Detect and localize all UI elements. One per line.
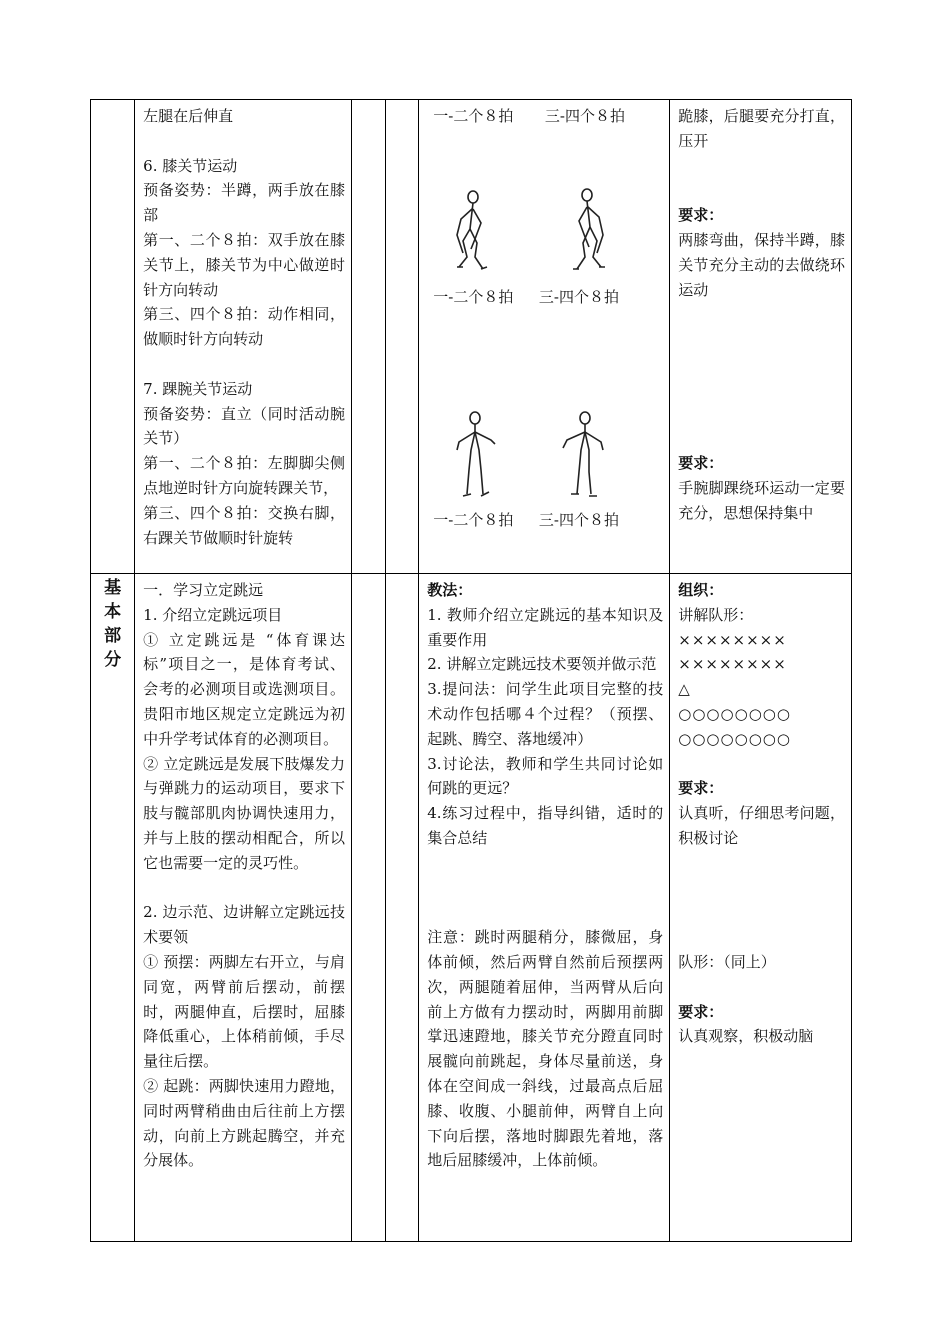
knee-rotation-right-figure xyxy=(555,187,615,283)
requirement-label: 要求： xyxy=(678,206,724,225)
subsection-title: 1. 介绍立定跳远项目 xyxy=(143,605,283,624)
ankle-rotation-right-figure xyxy=(555,410,615,506)
subsection-title: 2. 边示范、边讲解立定跳远技术要领 xyxy=(143,903,346,947)
method-item: 2. 讲解立定跳远技术要领并做示范 xyxy=(427,655,657,674)
method-item: 3.提问法：问学生此项目完整的技术动作包括哪４个过程？（预摆、起跳、腾空、落地缓冲） xyxy=(427,680,664,748)
beat-caption: 一-二个８拍 xyxy=(433,287,514,306)
formation-row: ×××××××× xyxy=(678,655,787,674)
ankle-step-2: 第三、四个８拍：交换右脚，右踝关节做顺时针旋转 xyxy=(143,503,346,547)
content-cell xyxy=(135,100,352,574)
method-cell xyxy=(419,100,670,574)
beat-caption: 一-二个８拍 xyxy=(433,510,514,529)
beat-caption: 三-四个８拍 xyxy=(538,287,619,306)
teacher-position: △ xyxy=(678,680,690,699)
org-note: 跪膝，后腿要充分打直，压开 xyxy=(678,107,845,150)
requirement-text: 手腕脚踝绕环运动一定要充分，思想保持集中 xyxy=(678,478,845,522)
content-paragraph: ① 立定跳远是 “体育课达标”项目之一，是体育考试、会考的必测项目或选测项目。贵阳市地区规定立定跳远为初中升学考试体育的必测项目。 xyxy=(143,630,346,748)
beat-caption-row xyxy=(433,285,663,310)
formation-note: 队形：（同上） xyxy=(678,952,776,971)
time-cell xyxy=(352,574,386,1242)
ankle-step-1: 第一、二个８拍：左脚脚尖侧点地逆时针方向旋转踝关节， xyxy=(143,454,346,497)
formation-row: ○○○○○○○○ xyxy=(678,729,791,748)
content-paragraph: ② 起跳：两脚快速用力蹬地，同时两臂稍曲由后往前上方摆动，向前上方跳起腾空，并充分展体。 xyxy=(143,1076,346,1170)
count-cell xyxy=(386,574,419,1242)
knee-figures xyxy=(433,187,663,283)
requirement-label: 要求： xyxy=(678,1002,724,1021)
section-cell xyxy=(91,100,135,574)
requirement-label: 要求： xyxy=(678,454,724,473)
method-note: 注意：跳时两腿稍分，膝微屈，身体前倾，然后两臂自然前后预摆两次，两腿随着屈伸，当两臂从后向前上方做有力摆动时，两脚用前脚掌迅速蹬地，膝关节充分蹬直同时展髋向前跳起，身体尽量前送，身体在空间成一斜线，过最高点后屈膝、收腹、小腿前伸，两臂自上向下向后摆，落地时脚跟先着地，落地后屈膝缓冲，上体前倾。 xyxy=(427,928,664,1170)
method-item: 3.讨论法，教师和学生共同讨论如何跳的更远？ xyxy=(427,754,664,798)
count-cell xyxy=(386,100,419,574)
method-cell xyxy=(419,574,670,1242)
ankle-ready-pose: 预备姿势：直立（同时活动腕关节） xyxy=(143,404,346,448)
method-item: 1. 教师介绍立定跳远的基本知识及重要作用 xyxy=(427,605,664,649)
ankle-rotation-left-figure xyxy=(445,410,505,506)
formation-row: ×××××××× xyxy=(678,630,787,649)
lesson-plan-table xyxy=(90,99,852,1242)
table-row xyxy=(91,574,852,1242)
ankle-exercise-title: 7. 踝腕关节运动 xyxy=(143,379,253,398)
knee-step-2: 第三、四个８拍：动作相同，做顺时针方向转动 xyxy=(143,305,346,349)
formation-label: 讲解队形： xyxy=(678,605,754,624)
organization-cell xyxy=(670,100,852,574)
lesson-title: 一．学习立定跳远 xyxy=(143,581,264,599)
table-row xyxy=(91,100,852,574)
beat-caption: 三-四个８拍 xyxy=(544,107,625,125)
method-label: 教法： xyxy=(427,581,473,599)
knee-exercise-title: 6. 膝关节运动 xyxy=(143,156,238,175)
beat-caption-row xyxy=(433,508,663,533)
ankle-figures xyxy=(433,410,663,506)
beat-caption-row xyxy=(433,104,663,129)
beat-caption: 一-二个８拍 xyxy=(433,107,514,125)
formation-row: ○○○○○○○○ xyxy=(678,704,791,723)
content-paragraph: ① 预摆：两脚左右开立，与肩同宽，两臂前后摆动，前摆时，两腿伸直，后摆时，屈膝降低重心，上体稍前倾，手尽量往后摆。 xyxy=(143,952,346,1071)
requirement-label: 要求： xyxy=(678,779,724,798)
method-item: 4.练习过程中，指导纠错，适时的集合总结 xyxy=(427,804,664,847)
knee-rotation-left-figure xyxy=(445,187,505,283)
section-cell xyxy=(91,574,135,1242)
requirement-text: 两膝弯曲，保持半蹲，膝关节充分主动的去做绕环运动 xyxy=(678,230,845,299)
time-cell xyxy=(352,100,386,574)
section-title: 基 本 部 分 xyxy=(104,578,122,670)
organization-label: 组织： xyxy=(678,581,724,599)
organization-cell xyxy=(670,574,852,1242)
content-line: 左腿在后伸直 xyxy=(143,107,234,125)
knee-ready-pose: 预备姿势：半蹲，两手放在膝部 xyxy=(143,181,346,225)
requirement-text: 认真听，仔细思考问题，积极讨论 xyxy=(678,804,845,847)
knee-step-1: 第一、二个８拍：双手放在膝关节上，膝关节为中心做逆时针方向转动 xyxy=(143,230,346,299)
requirement-text: 认真观察，积极动脑 xyxy=(678,1027,814,1046)
beat-caption: 三-四个８拍 xyxy=(538,510,619,529)
content-cell xyxy=(135,574,352,1242)
content-paragraph: ② 立定跳远是发展下肢爆发力与弹跳力的运动项目，要求下肢与髋部肌肉协调快速用力，并与上肢的摆动相配合，所以它也需要一定的灵巧性。 xyxy=(143,754,346,872)
